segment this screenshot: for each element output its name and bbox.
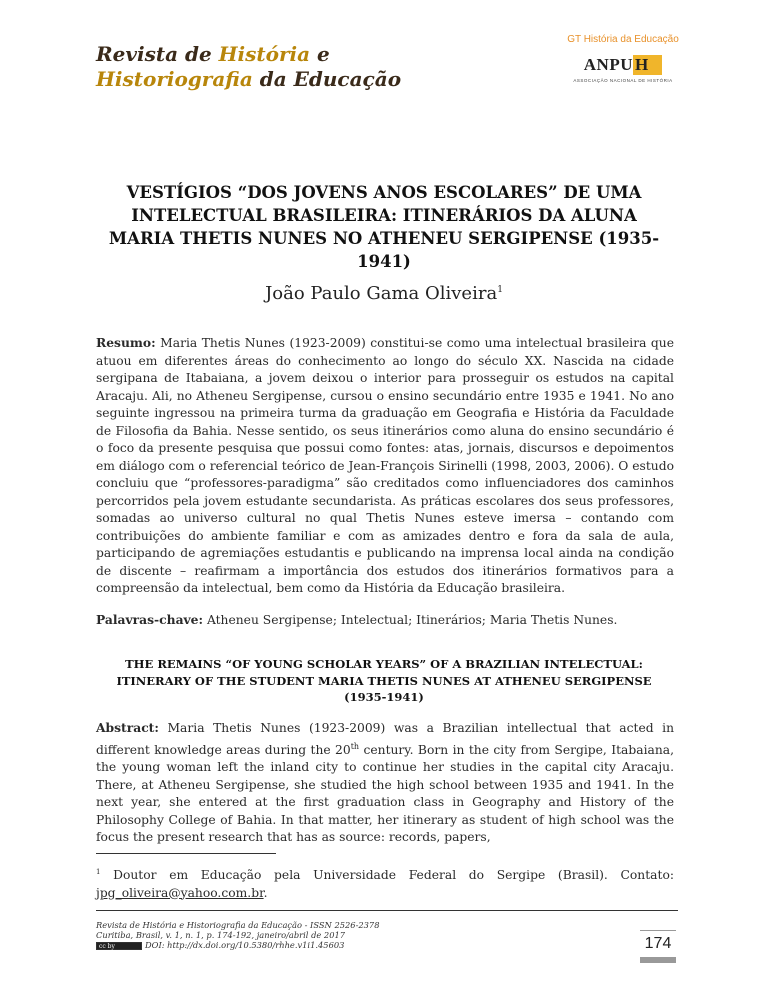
page-number: 174 — [644, 935, 672, 952]
anpuh-subtitle: ASSOCIAÇÃO NACIONAL DE HISTÓRIA — [573, 78, 673, 83]
article-title: VESTÍGIOS “DOS JOVENS ANOS ESCOLARES” DE UMA INTELECTUAL BRASILEIRA: ITINERÁRIOS DA ALUNA MARIA THETIS NUNES NO ATHENEU SERGIPENSE (1935-1941) — [108, 183, 660, 271]
page-number-box — [640, 930, 676, 963]
page-bar — [640, 957, 676, 963]
resumo-label: Resumo: — [96, 335, 156, 350]
footnote-end: . — [263, 885, 268, 900]
abstract-label: Abstract: — [96, 720, 159, 735]
english-title: THE REMAINS “OF YOUNG SCHOLAR YEARS” OF A BRAZILIAN INTELECTUAL: ITINERARY OF THE STUDENT MARIA THETIS NUNES AT ATHENEU SERGIPENSE (1935-1941) — [116, 657, 652, 704]
logo-text-highlight: História — [218, 42, 311, 66]
journal-issue: Curitiba, Brasil, v. 1, n. 1, p. 174-192, janeiro/abril de 2017 — [96, 930, 346, 940]
author-text: João Paulo Gama Oliveira — [265, 283, 498, 304]
logo-text: Revista de — [96, 42, 219, 66]
keywords-label: Palavras-chave: — [96, 612, 204, 627]
anpuh-h-box: H — [633, 55, 662, 75]
resumo-paragraph — [96, 334, 674, 598]
abstract-superscript: th — [350, 741, 360, 751]
footnote-ref[interactable]: 1 — [497, 285, 503, 295]
anpuh-text: ANPU — [583, 55, 633, 74]
abstract-text: century. Born in the city from Sergipe, Itabaiana, the young woman left the inland city to continue her studies in the capital city Aracaju. There, at Atheneu Sergipense, she studied the high school between 1935 and 1941. In the next year, she entered at the first graduation class in Geography and History of the Philosophy College of Bahia. In that matter, her itinerary as student of high school was the focus the present research that has as source: records, papers, — [96, 742, 674, 845]
resumo-text: Maria Thetis Nunes (1923-2009) constitui-se como uma intelectual brasileira que atuou em diferentes áreas do conhecimento ao longo do século XX. Nascida na cidade sergipana de Itabaiana, a jovem deixou o interior para prosseguir os estudos na capital Aracaju. Ali, no Atheneu Sergipense, cursou o ensino secundário entre 1935 e 1941. No ano seguinte ingressou na primeira turma da graduação em Geografia e História da Faculdade de Filosofia da Bahia. Nesse sentido, os seus itinerários como aluna do ensino secundário é o foco da presente pesquisa que possui como fontes: atas, jornais, discursos e depoimentos em diálogo com o referencial teórico de Jean-François Sirinelli (1998, 2003, 2006). O estudo concluiu que “professores-paradigma” são creditados como influenciadores dos caminhos percorridos pela jovem estudante secundarista. As práticas escolares dos seus professores, somadas ao universo cultural no qual Thetis Nunes esteve imersa – contando com contribuições do ambiente familiar e com as amizades dentro e fora da sala de aula, participando de agremiações estudantis e publicando na imprensa local ainda na condição de discente – reafirmam a importância dos estudos dos itinerários formativos para a compreensão da intelectual, bem como da História da Educação brasileira. — [96, 336, 674, 595]
keywords-paragraph — [96, 611, 674, 630]
logo-text-highlight: Historiografia — [96, 67, 253, 91]
footnote-number: 1 — [96, 868, 101, 876]
email-link[interactable]: jpg_oliveira@yahoo.com.br — [96, 885, 264, 900]
page-rule — [640, 930, 676, 931]
journal-logo — [96, 42, 401, 92]
logo-text: da Educação — [252, 67, 402, 91]
footnote — [96, 864, 674, 902]
footnote-text: Doutor em Educação pela Universidade Federal do Sergipe (Brasil). Contato: — [100, 868, 674, 883]
abstract-paragraph — [96, 719, 674, 847]
doi-text[interactable]: DOI: http://dx.doi.org/10.5380/rhhe.v1i1.45603 — [145, 940, 345, 950]
gt-label: GT História da Educação — [567, 34, 679, 45]
anpuh-logo — [548, 34, 698, 83]
journal-info — [96, 920, 380, 950]
author-name — [96, 283, 672, 304]
anpuh-wordmark — [548, 55, 698, 75]
abstract-text: Maria Thetis Nunes (1923-2009) was a Brazilian intellectual that acted in different knowledge areas during the 20 — [96, 721, 674, 757]
keywords-text: Atheneu Sergipense; Intelectual; Itinerários; Maria Thetis Nunes. — [203, 613, 618, 627]
footnote-divider — [96, 853, 276, 854]
journal-issn: Revista de História e Historiografia da Educação - ISSN 2526-2378 — [96, 920, 380, 930]
footer-divider — [96, 910, 678, 911]
cc-license-icon[interactable]: cc by — [96, 942, 142, 950]
logo-text: e — [310, 42, 330, 66]
